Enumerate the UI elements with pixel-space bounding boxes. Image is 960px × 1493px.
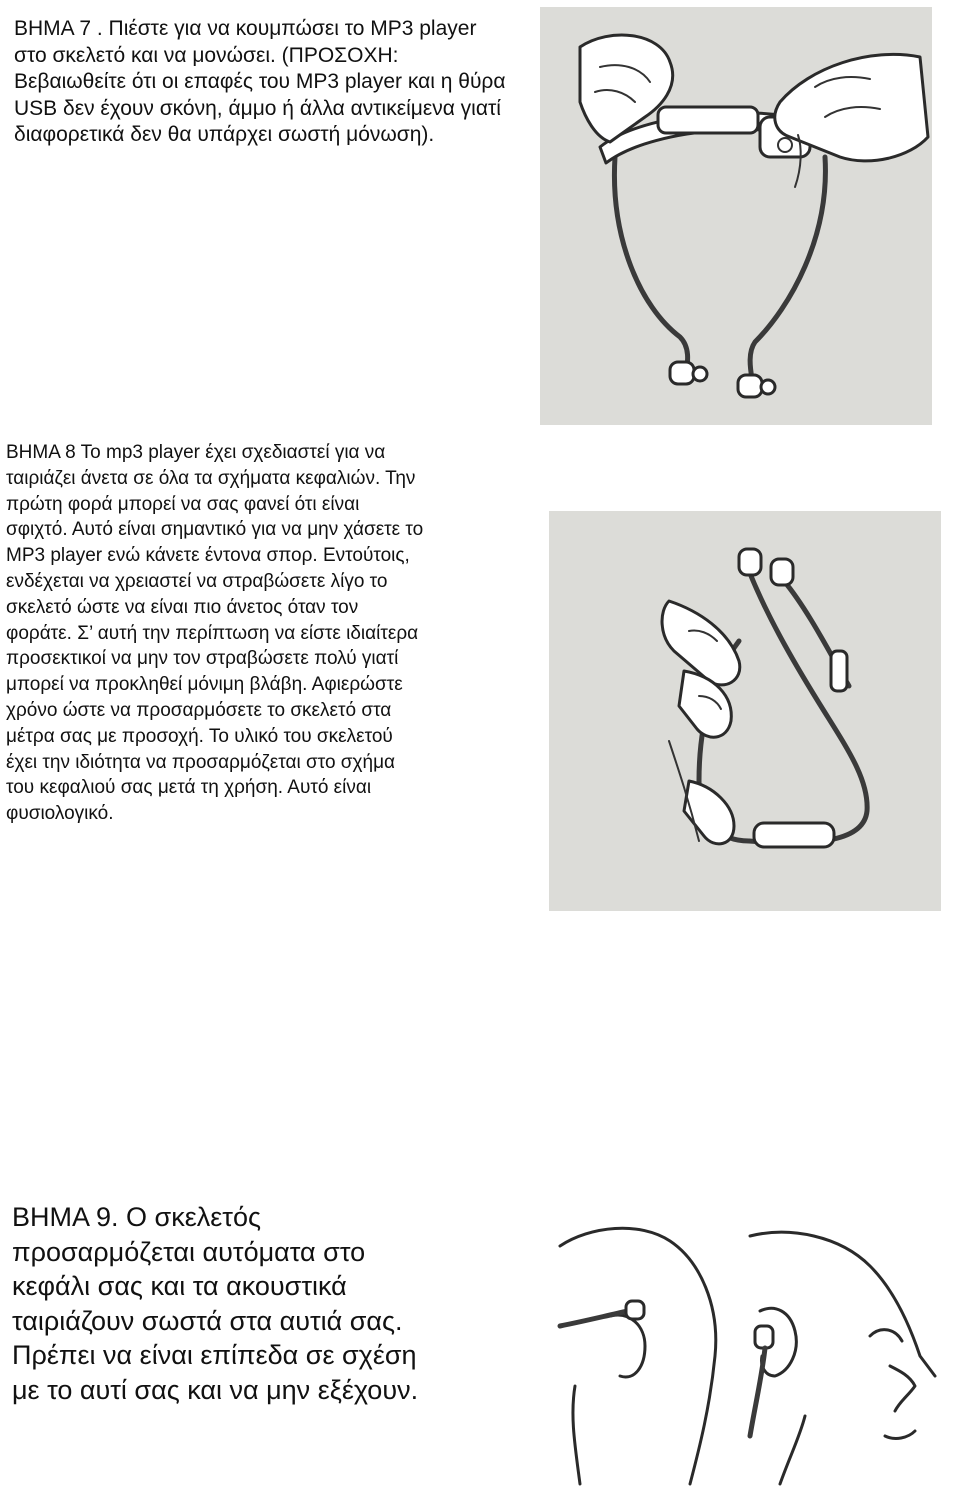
heads-wearing-earphones-drawing	[550, 1216, 942, 1486]
step-8-illustration	[549, 511, 941, 911]
step-8-text: ΒΗΜΑ 8 Το mp3 player έχει σχεδιαστεί για να ταιριάζει άνετα σε όλα τα σχήματα κεφαλιών. Την πρώτη φορά μπορεί να σας φανεί ότι είναι σφιχτό. Αυτό είναι σημαντικό για να μην χάσετε το MP3 player ενώ κάνετε έντονα σπορ. Εντούτοις, ενδέχεται να χρειαστεί να στραβώσετε λίγο το σκελετό ώστε να είναι πιο άνετος όταν τον φοράτε. Σ’ αυτή την περίπτωση να είστε ιδιαίτερα προσεκτικοί να μην τον στραβώσετε πολύ γιατί μπορεί να προκληθεί μόνιμη βλάβη. Αφιερώστε χρόνο ώστε να προσαρμόσετε το σκελετό στα μέτρα σας με προσοχή. Το υλικό του σκελετού έχει την ιδιότητα να προσαρμόζεται στο σχήμα του κεφαλιού σας μετά τη χρήση. Αυτό είναι φυσιολογικό.	[6, 442, 424, 825]
step-9-text: ΒΗΜΑ 9. Ο σκελετός προσαρμόζεται αυτόματα στο κεφάλι σας και τα ακουστικά ταιριάζουν σωστά στα αυτιά σας. Πρέπει να είναι επίπεδα σε σχέση με το αυτί σας και να μην εξέχουν.	[12, 1202, 419, 1405]
hands-snapping-player-drawing	[540, 7, 932, 425]
step-7-text: ΒΗΜΑ 7 . Πιέστε για να κουμπώσει το MP3 player στο σκελετό και να μονώσει. (ΠΡΟΣΟΧΗ: Βεβαιωθείτε ότι οι επαφές του MP3 player και η θύρα USB δεν έχουν σκόνη, άμμο ή άλλα αντικείμενα γιατί διαφορετικά δεν θα υπάρχει σωστή μόνωση).	[14, 17, 506, 146]
bending-headband-drawing	[549, 511, 941, 911]
step-7-illustration	[540, 7, 932, 425]
step-9-illustration	[550, 1216, 942, 1486]
